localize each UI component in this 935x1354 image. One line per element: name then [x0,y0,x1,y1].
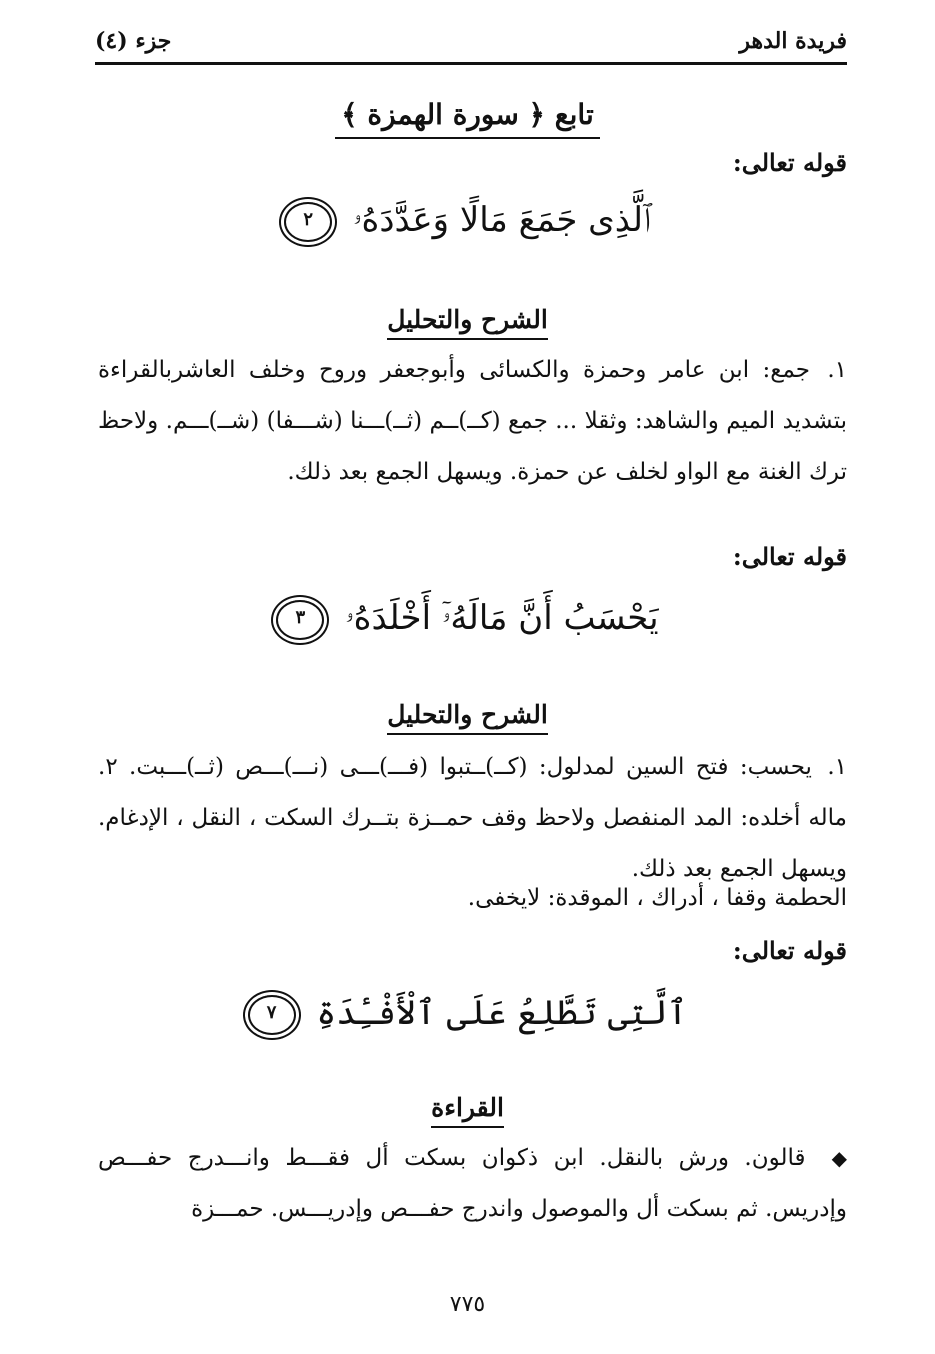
section-heading [0,700,935,735]
book-title: فريدة الدهر [739,28,847,54]
ayah-number-badge: ٢ [284,202,332,242]
section-heading [0,1093,935,1128]
paragraph-number: ١. [827,357,848,383]
paragraph-text: جمع: ابن عامر وحمزة والكسائى وأبوجعفر وروح وخلف العاشربالقراءة بتشديد الميم والشاهد: وثقلا ... جمع (كــ)ــم (ثــ)ـــنا (شـــفا) (شــ)ـــم. ولاحظ ترك الغنة مع الواو لخلف عن حمزة. ويسهل الجمع بعد ذلك. [98,357,847,485]
chapter-heading [0,98,935,139]
quran-verse [0,200,935,242]
explanation-paragraph [98,345,847,498]
part-label: جزء (٤) [95,28,172,54]
note-line: الحطمة وقفا ، أدراك ، الموقدة: لايخفى. [467,885,847,911]
explanation-paragraph [98,742,847,895]
section-title: الشرح والتحليل [387,700,548,735]
paragraph-text: يحسب: فتح السين لمدلول: (كــ)ــتبوا (فـــ)ـــى (نـــ)ـــص (ثــ)ـــبت. ٢. ماله أخلده: المد المنفصل ولاحظ وقف حمــزة بتــرك السكت ، النقل ، الإدغام. ويسهل الجمع بعد ذلك. [98,754,847,882]
verse-intro-label: قوله تعالى: [732,542,847,571]
header-divider [95,62,847,65]
diamond-bullet-icon: ◆ [831,1146,848,1170]
verse-text: يَحْسَبُ أَنَّ مَالَهُۥٓ أَخْلَدَهُۥ [345,598,659,638]
reading-paragraph [98,1133,847,1235]
chapter-title: تابع ﴿ سورة الهمزة ﴾ [335,98,599,139]
page-number: ٧٧٥ [449,1292,486,1317]
verse-text: ٱلَّتِى تَطَّلِعُ عَلَى ٱلْأَفْـِٔدَةِ [316,993,688,1033]
paragraph-text: قالون. ورش بالنقل. ابن ذكوان بسكت أل فقـــط وانـــدرج حفـــص وإدريس. ثم بسكت أل والموصول واندرج حفـــص وإدريـــس. حمـــزة [98,1145,847,1222]
quran-verse [0,992,935,1035]
verse-text: ٱلَّذِى جَمَعَ مَالًا وَعَدَّدَهُۥ [353,200,651,240]
verse-intro-label: قوله تعالى: [732,148,847,177]
section-heading [0,305,935,340]
ayah-number-badge: ٣ [276,600,324,640]
verse-intro-label: قوله تعالى: [732,936,847,965]
section-title: الشرح والتحليل [387,305,548,340]
section-title: القراءة [431,1093,504,1128]
quran-verse [0,598,935,640]
running-header [95,22,847,62]
ayah-number-badge: ٧ [248,995,296,1035]
paragraph-number: ١. [827,754,847,780]
